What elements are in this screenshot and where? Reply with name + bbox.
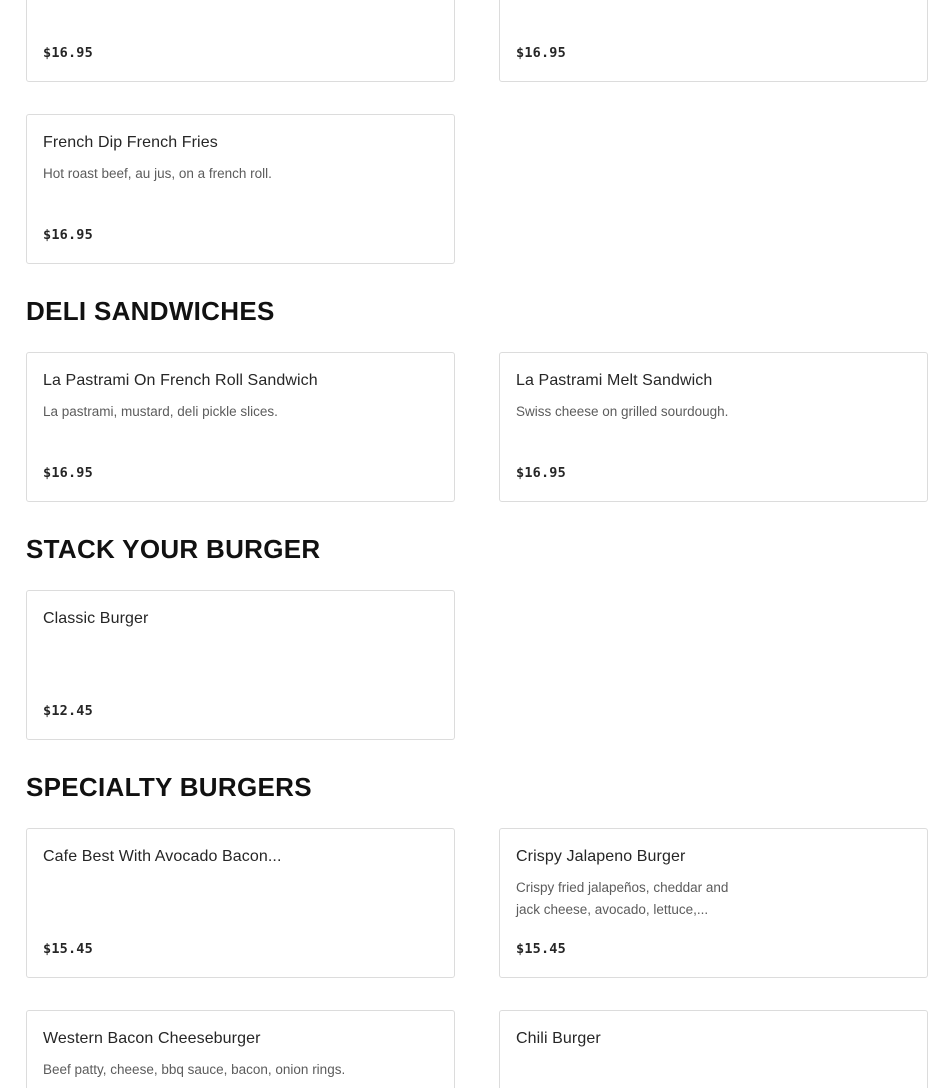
- menu-item-price: $12.45: [43, 703, 93, 719]
- menu-item-name: La Pastrami Melt Sandwich: [516, 372, 713, 389]
- menu-item-name: Crispy Jalapeno Burger: [516, 848, 686, 865]
- menu-item-price: $16.95: [516, 45, 566, 61]
- menu-item-description: Beef patty, cheese, bbq sauce, bacon, onion rings.: [43, 1062, 346, 1077]
- menu-item-price: $15.45: [43, 941, 93, 957]
- menu-item-name: French Dip French Fries: [43, 134, 218, 151]
- menu-item-description: Hot roast beef, au jus, on a french roll.: [43, 166, 272, 181]
- menu-item-name: Classic Burger: [43, 610, 149, 627]
- menu-item-card[interactable]: [499, 352, 928, 502]
- menu-item-card[interactable]: [26, 352, 455, 502]
- section-title-stack-your-burger: STACK YOUR BURGER: [26, 534, 321, 564]
- menu-item-description: Swiss cheese on grilled sourdough.: [516, 404, 729, 419]
- menu-item-price: $16.95: [516, 465, 566, 481]
- menu-item-name: La Pastrami On French Roll Sandwich: [43, 372, 318, 389]
- menu-item-description: Crispy fried jalapeños, cheddar and jack cheese, avocado, lettuce,...: [516, 880, 729, 917]
- menu-item-price: $16.95: [43, 465, 93, 481]
- menu-item-card[interactable]: [26, 0, 455, 82]
- menu-item-price: $16.95: [43, 45, 93, 61]
- menu-item-price: $16.95: [43, 227, 93, 243]
- menu-item-card[interactable]: [26, 114, 455, 264]
- menu-item-card[interactable]: [26, 590, 455, 740]
- menu-item-card[interactable]: [499, 828, 928, 978]
- menu-item-description: La pastrami, mustard, deli pickle slices.: [43, 404, 278, 419]
- menu-item-card[interactable]: [26, 1010, 455, 1088]
- section-title-deli-sandwiches: DELI SANDWICHES: [26, 296, 275, 326]
- menu-item-card[interactable]: [26, 828, 455, 978]
- menu-item-price: $15.45: [516, 941, 566, 957]
- menu-item-card[interactable]: [499, 1010, 928, 1088]
- menu-item-name: Western Bacon Cheeseburger: [43, 1030, 261, 1047]
- menu-item-card[interactable]: [499, 0, 928, 82]
- menu-item-name: Cafe Best With Avocado Bacon...: [43, 848, 282, 865]
- menu-item-name: Chili Burger: [516, 1030, 601, 1047]
- section-title-specialty-burgers: SPECIALTY BURGERS: [26, 772, 312, 802]
